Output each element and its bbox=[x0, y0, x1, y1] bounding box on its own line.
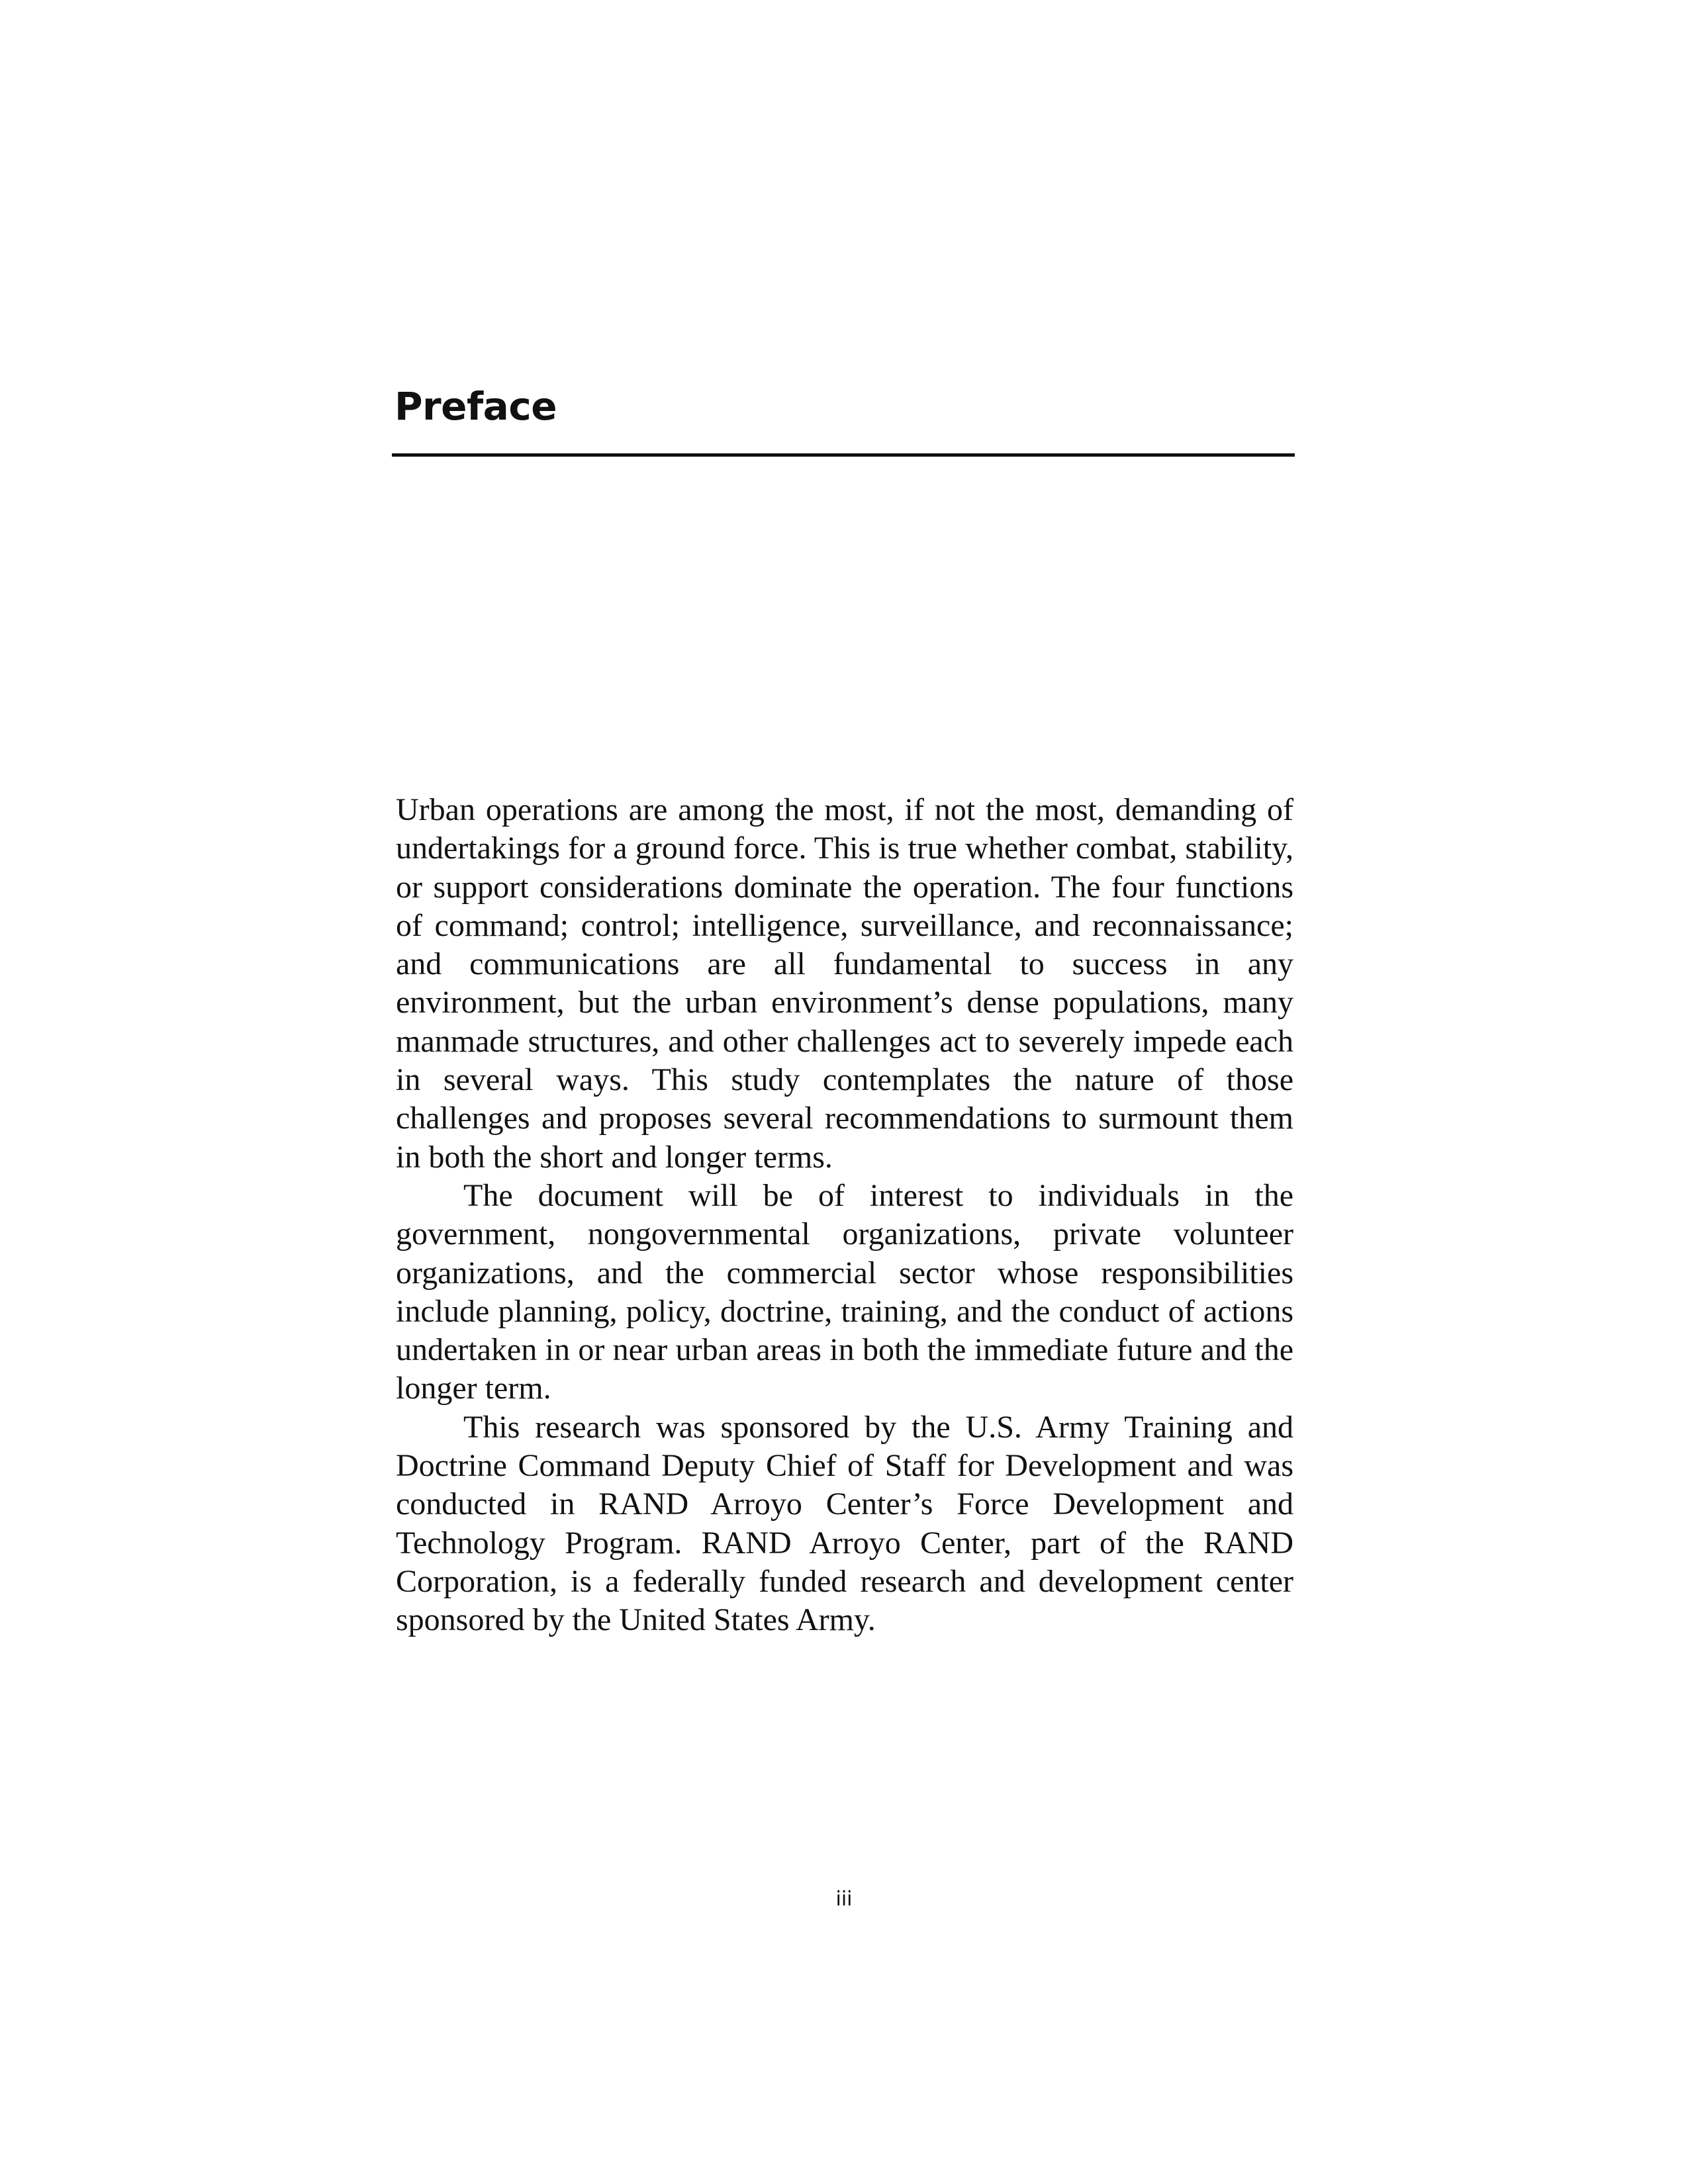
preface-body bbox=[396, 791, 1293, 1640]
paragraph-sponsorship: This research was sponsored by the U.S. Army Training and Doctrine Command Deputy Chief of Staff for Development and was conducted in RAND Arroyo Center’s Force Development and Technology Program. RAND Arroyo Center, part of the RAND Corporation, is a federally funded research and development center sponsored by the United States Army. bbox=[396, 1409, 1293, 1638]
page-title: Preface bbox=[395, 384, 557, 429]
page-number: iii bbox=[835, 1888, 853, 1911]
paragraph-audience: The document will be of interest to individuals in the government, nongovernmental organizations, private volunteer organizations, and the commercial sector whose responsibilities include planning, policy, doctrine, training, and the conduct of actions undertaken in or near urban areas in both the immediate future and the longer term. bbox=[396, 1177, 1293, 1406]
title-divider bbox=[392, 453, 1295, 457]
paragraph-urban-operations: Urban operations are among the most, if not the most, demanding of undertakings for a ground force. This is true whether combat, stability, or support considerations dominate the operation. The four functions of command; control; intelligence, surveillance, and reconnaissance; and communications are all fundamental to success in any environment, but the urban environment’s dense populations, many manmade structures, and other challenges act to severely impede each in several ways. This study contemplates the nature of those challenges and proposes several recommendations to surmount them in both the short and longer terms. bbox=[396, 792, 1293, 1175]
